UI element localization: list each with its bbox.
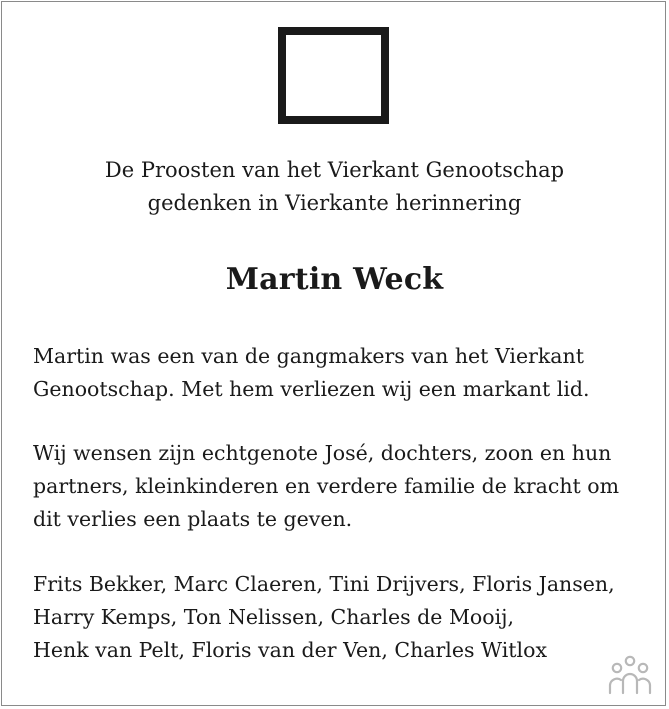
paragraph-line: dit verlies een plaats te geven. [33, 507, 353, 531]
signatories-line: Henk van Pelt, Floris van der Ven, Charles Witlox [33, 638, 548, 662]
paragraph-line: partners, kleinkinderen en verdere familie de kracht om [33, 474, 620, 498]
paragraph-line: Martin was een van de gangmakers van het Vierkant [33, 344, 584, 368]
deceased-name: Martin Weck [225, 262, 444, 297]
intro-text [0, 154, 669, 220]
square-emblem-icon [278, 27, 389, 124]
signatories [33, 568, 643, 667]
paragraph-condolence [33, 437, 643, 536]
people-group-icon [607, 655, 653, 695]
signatories-line: Harry Kemps, Ton Nelissen, Charles de Mooij, [33, 605, 515, 629]
paragraph-line: Genootschap. Met hem verliezen wij een markant lid. [33, 377, 590, 401]
intro-line-1: De Proosten van het Vierkant Genootschap [104, 158, 565, 182]
paragraph-tribute [33, 340, 643, 406]
paragraph-line: Wij wensen zijn echtgenote José, dochters, zoon en hun [33, 441, 612, 465]
signatories-line: Frits Bekker, Marc Claeren, Tini Drijvers, Floris Jansen, [33, 572, 615, 596]
intro-line-2: gedenken in Vierkante herinnering [147, 191, 522, 215]
